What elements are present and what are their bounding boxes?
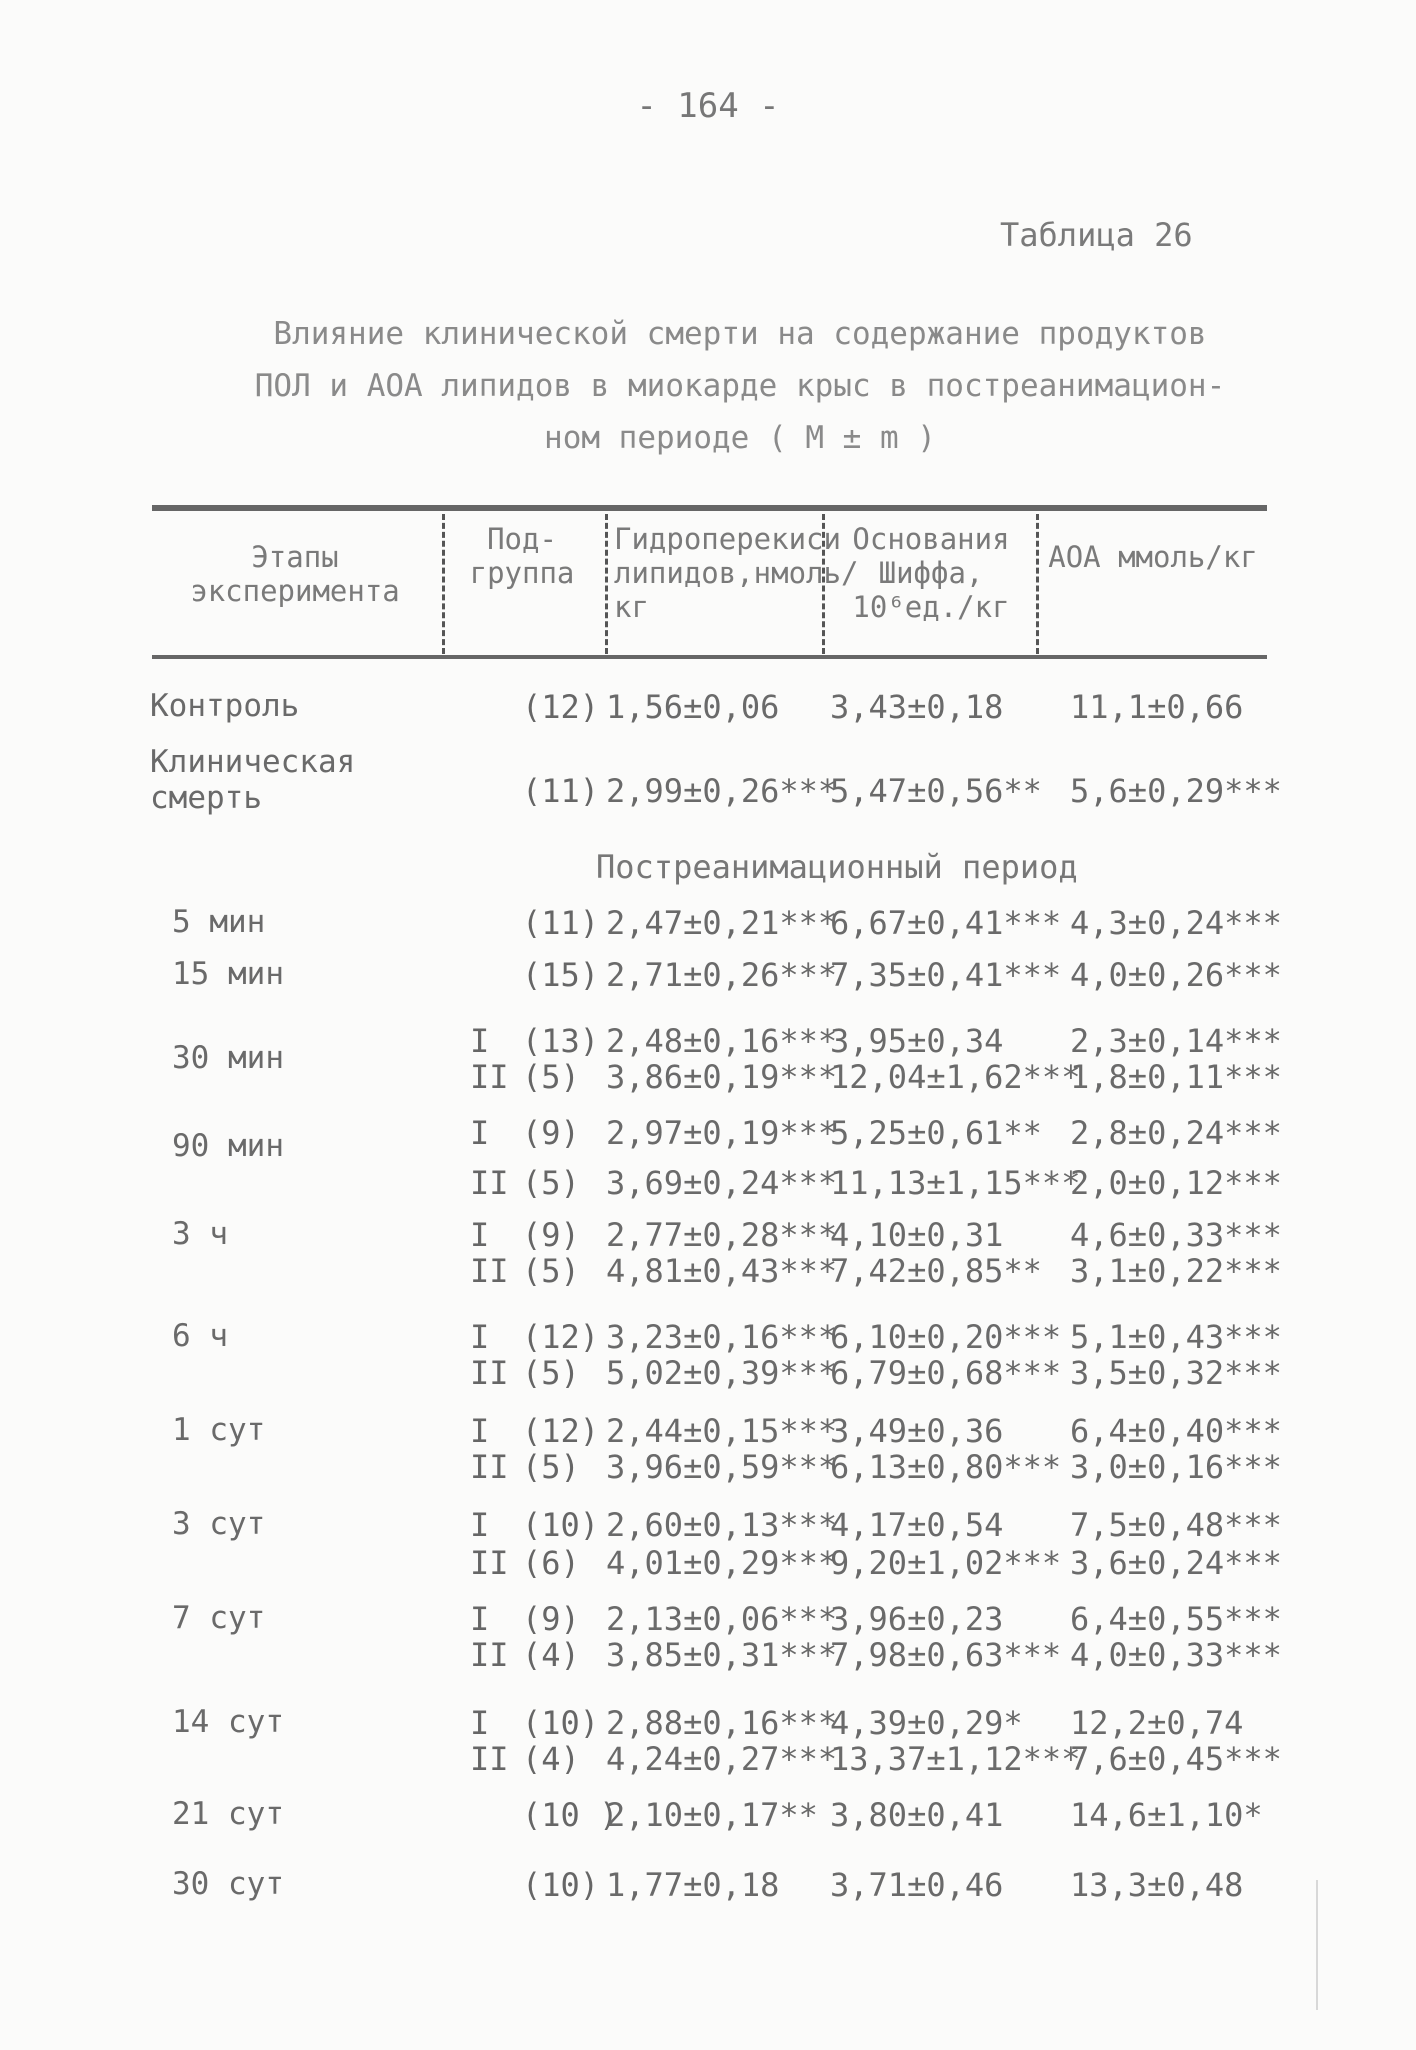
row-subgroup: I bbox=[470, 1704, 490, 1742]
row-hydroperoxides: 3,96±0,59*** bbox=[606, 1448, 838, 1486]
row-stage: 3 сут bbox=[172, 1506, 266, 1542]
column-divider bbox=[605, 514, 608, 654]
row-sample-size: (4) bbox=[522, 1740, 580, 1778]
row-hydroperoxides: 5,02±0,39*** bbox=[606, 1354, 838, 1392]
row-schiff-bases: 3,43±0,18 bbox=[830, 688, 1004, 726]
row-schiff-bases: 7,42±0,85** bbox=[830, 1252, 1042, 1290]
row-schiff-bases: 3,71±0,46 bbox=[830, 1866, 1004, 1904]
page-edge-shadow bbox=[1316, 1880, 1318, 2010]
row-sample-size: (5) bbox=[522, 1448, 580, 1486]
row-aoa: 6,4±0,40*** bbox=[1070, 1412, 1282, 1450]
row-subgroup: I bbox=[470, 1412, 490, 1450]
caption-line: Влияние клинической смерти на содержание продуктов bbox=[273, 316, 1207, 352]
row-schiff-bases: 9,20±1,02*** bbox=[830, 1544, 1062, 1582]
row-sample-size: (4) bbox=[522, 1636, 580, 1674]
row-subgroup: II bbox=[470, 1636, 509, 1674]
row-sample-size: (13) bbox=[522, 1022, 600, 1060]
row-hydroperoxides: 4,24±0,27*** bbox=[606, 1740, 838, 1778]
row-aoa: 3,1±0,22*** bbox=[1070, 1252, 1282, 1290]
row-hydroperoxides: 2,97±0,19*** bbox=[606, 1114, 838, 1152]
row-hydroperoxides: 1,56±0,06 bbox=[606, 688, 780, 726]
row-aoa: 12,2±0,74 bbox=[1070, 1704, 1244, 1742]
header-hydroperoxides: Гидроперекиси липидов,нмоль/кг bbox=[614, 522, 859, 624]
row-subgroup: II bbox=[470, 1354, 509, 1392]
row-schiff-bases: 6,10±0,20*** bbox=[830, 1318, 1062, 1356]
row-schiff-bases: 3,95±0,34 bbox=[830, 1022, 1004, 1060]
row-aoa: 3,6±0,24*** bbox=[1070, 1544, 1282, 1582]
row-subgroup: I bbox=[470, 1114, 490, 1152]
column-divider bbox=[442, 514, 445, 654]
row-sample-size: (10) bbox=[522, 1506, 600, 1544]
row-sample-size: (5) bbox=[522, 1058, 580, 1096]
row-schiff-bases: 4,17±0,54 bbox=[830, 1506, 1004, 1544]
row-schiff-bases: 11,13±1,15*** bbox=[830, 1164, 1081, 1202]
row-sample-size: (10) bbox=[522, 1866, 600, 1904]
row-subgroup: I bbox=[470, 1216, 490, 1254]
row-subgroup: II bbox=[470, 1058, 509, 1096]
row-hydroperoxides: 2,77±0,28*** bbox=[606, 1216, 838, 1254]
row-sample-size: (9) bbox=[522, 1600, 580, 1638]
header-subgroup: Под-группа bbox=[469, 522, 575, 590]
row-hydroperoxides: 3,86±0,19*** bbox=[606, 1058, 838, 1096]
row-sample-size: (9) bbox=[522, 1216, 580, 1254]
row-aoa: 7,6±0,45*** bbox=[1070, 1740, 1282, 1778]
row-hydroperoxides: 2,44±0,15*** bbox=[606, 1412, 838, 1450]
row-hydroperoxides: 2,47±0,21*** bbox=[606, 904, 838, 942]
header-aoa: АОА ммоль/кг bbox=[1048, 540, 1258, 574]
row-aoa: 14,6±1,10* bbox=[1070, 1796, 1263, 1834]
row-aoa: 2,3±0,14*** bbox=[1070, 1022, 1282, 1060]
header-stage: Этапы эксперимента bbox=[190, 540, 400, 608]
row-aoa: 3,0±0,16*** bbox=[1070, 1448, 1282, 1486]
row-hydroperoxides: 2,99±0,26*** bbox=[606, 772, 838, 810]
table-label: Таблица 26 bbox=[1000, 216, 1193, 254]
row-stage: 15 мин bbox=[172, 956, 284, 992]
row-schiff-bases: 6,13±0,80*** bbox=[830, 1448, 1062, 1486]
row-hydroperoxides: 3,23±0,16*** bbox=[606, 1318, 838, 1356]
row-subgroup: II bbox=[470, 1740, 509, 1778]
row-schiff-bases: 4,39±0,29* bbox=[830, 1704, 1023, 1742]
row-schiff-bases: 12,04±1,62*** bbox=[830, 1058, 1081, 1096]
row-aoa: 6,4±0,55*** bbox=[1070, 1600, 1282, 1638]
row-sample-size: (12) bbox=[522, 1318, 600, 1356]
row-stage: Контроль bbox=[150, 688, 300, 724]
row-stage: 14 сут bbox=[172, 1704, 284, 1740]
row-hydroperoxides: 2,48±0,16*** bbox=[606, 1022, 838, 1060]
row-stage: 5 мин bbox=[172, 904, 266, 940]
row-stage: 3 ч bbox=[172, 1216, 228, 1252]
row-sample-size: (5) bbox=[522, 1354, 580, 1392]
row-subgroup: II bbox=[470, 1164, 509, 1202]
row-stage: Клиническая смерть bbox=[150, 744, 356, 816]
header-schiff-bases: Основания Шиффа, 10⁶ед./кг bbox=[852, 522, 1010, 624]
row-subgroup: I bbox=[470, 1022, 490, 1060]
row-hydroperoxides: 3,85±0,31*** bbox=[606, 1636, 838, 1674]
row-hydroperoxides: 3,69±0,24*** bbox=[606, 1164, 838, 1202]
caption-line: ном периоде ( M ± m ) bbox=[544, 420, 936, 456]
row-stage: 30 сут bbox=[172, 1866, 284, 1902]
page-number: - 164 - bbox=[636, 86, 780, 126]
row-stage: 6 ч bbox=[172, 1318, 228, 1354]
row-aoa: 7,5±0,48*** bbox=[1070, 1506, 1282, 1544]
table-caption bbox=[210, 308, 1270, 464]
section-title: Постреанимационный период bbox=[596, 848, 1078, 886]
row-aoa: 2,8±0,24*** bbox=[1070, 1114, 1282, 1152]
row-schiff-bases: 6,79±0,68*** bbox=[830, 1354, 1062, 1392]
row-sample-size: (9) bbox=[522, 1114, 580, 1152]
row-schiff-bases: 3,96±0,23 bbox=[830, 1600, 1004, 1638]
row-aoa: 11,1±0,66 bbox=[1070, 688, 1244, 726]
row-schiff-bases: 7,35±0,41*** bbox=[830, 956, 1062, 994]
row-sample-size: (12) bbox=[522, 688, 600, 726]
row-hydroperoxides: 2,88±0,16*** bbox=[606, 1704, 838, 1742]
row-schiff-bases: 13,37±1,12*** bbox=[830, 1740, 1081, 1778]
row-sample-size: (15) bbox=[522, 956, 600, 994]
row-sample-size: (11) bbox=[522, 772, 600, 810]
row-hydroperoxides: 2,10±0,17** bbox=[606, 1796, 818, 1834]
row-hydroperoxides: 4,01±0,29*** bbox=[606, 1544, 838, 1582]
row-sample-size: (5) bbox=[522, 1252, 580, 1290]
table-header-rule bbox=[152, 655, 1267, 659]
row-aoa: 4,0±0,33*** bbox=[1070, 1636, 1282, 1674]
row-subgroup: II bbox=[470, 1252, 509, 1290]
row-schiff-bases: 3,80±0,41 bbox=[830, 1796, 1004, 1834]
row-schiff-bases: 6,67±0,41*** bbox=[830, 904, 1062, 942]
row-schiff-bases: 3,49±0,36 bbox=[830, 1412, 1004, 1450]
row-aoa: 5,6±0,29*** bbox=[1070, 772, 1282, 810]
row-aoa: 4,0±0,26*** bbox=[1070, 956, 1282, 994]
row-schiff-bases: 7,98±0,63*** bbox=[830, 1636, 1062, 1674]
row-hydroperoxides: 4,81±0,43*** bbox=[606, 1252, 838, 1290]
row-sample-size: (5) bbox=[522, 1164, 580, 1202]
row-hydroperoxides: 2,60±0,13*** bbox=[606, 1506, 838, 1544]
row-sample-size: (11) bbox=[522, 904, 600, 942]
caption-line: ПОЛ и АОА липидов в миокарде крыс в постреанимацион- bbox=[254, 368, 1226, 404]
row-stage: 90 мин bbox=[172, 1128, 284, 1164]
row-subgroup: II bbox=[470, 1448, 509, 1486]
row-schiff-bases: 5,25±0,61** bbox=[830, 1114, 1042, 1152]
row-aoa: 4,3±0,24*** bbox=[1070, 904, 1282, 942]
row-aoa: 3,5±0,32*** bbox=[1070, 1354, 1282, 1392]
row-sample-size: (10 ) bbox=[522, 1796, 619, 1834]
row-hydroperoxides: 2,71±0,26*** bbox=[606, 956, 838, 994]
row-aoa: 4,6±0,33*** bbox=[1070, 1216, 1282, 1254]
row-subgroup: II bbox=[470, 1544, 509, 1582]
row-stage: 1 сут bbox=[172, 1412, 266, 1448]
row-stage: 30 мин bbox=[172, 1040, 284, 1076]
row-sample-size: (10) bbox=[522, 1704, 600, 1742]
row-sample-size: (6) bbox=[522, 1544, 580, 1582]
row-aoa: 1,8±0,11*** bbox=[1070, 1058, 1282, 1096]
row-aoa: 5,1±0,43*** bbox=[1070, 1318, 1282, 1356]
table-top-rule bbox=[152, 505, 1267, 511]
row-stage: 21 сут bbox=[172, 1796, 284, 1832]
row-subgroup: I bbox=[470, 1318, 490, 1356]
row-aoa: 13,3±0,48 bbox=[1070, 1866, 1244, 1904]
row-schiff-bases: 5,47±0,56** bbox=[830, 772, 1042, 810]
column-divider bbox=[1036, 514, 1039, 654]
row-sample-size: (12) bbox=[522, 1412, 600, 1450]
row-subgroup: I bbox=[470, 1600, 490, 1638]
row-stage: 7 сут bbox=[172, 1600, 266, 1636]
row-hydroperoxides: 2,13±0,06*** bbox=[606, 1600, 838, 1638]
row-aoa: 2,0±0,12*** bbox=[1070, 1164, 1282, 1202]
row-schiff-bases: 4,10±0,31 bbox=[830, 1216, 1004, 1254]
row-hydroperoxides: 1,77±0,18 bbox=[606, 1866, 780, 1904]
row-subgroup: I bbox=[470, 1506, 490, 1544]
